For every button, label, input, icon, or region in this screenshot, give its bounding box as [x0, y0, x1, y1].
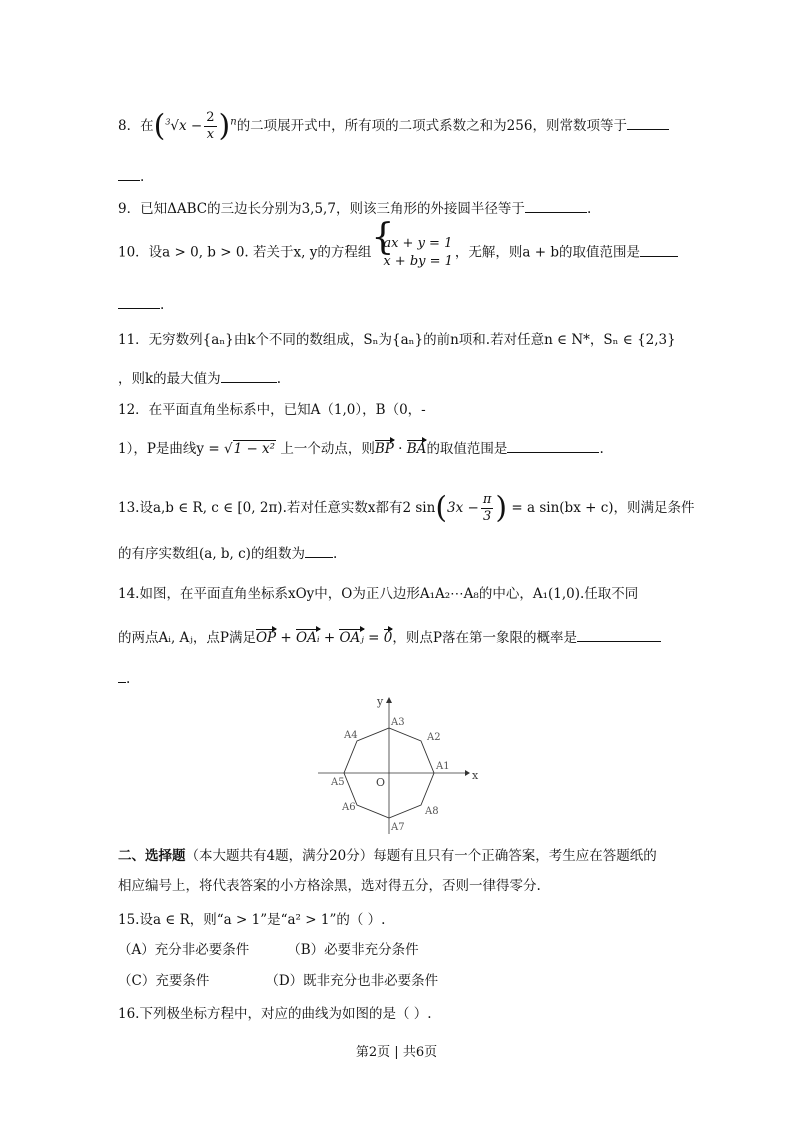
question-13: 13.设a,b ∈ R, c ∈ [0, 2π).若对任意实数x都有2 sin(3x − $\frac{\pi}{3}$ ) = a sin(bx + c)，则满足条件 [118, 490, 695, 526]
question-14-cont2: . [118, 668, 130, 689]
q8-number: 8．在 [118, 118, 154, 134]
q13-answer-blank[interactable] [305, 543, 333, 558]
question-11 [118, 330, 676, 350]
q15-option-c[interactable]: （C）充要条件 [118, 973, 210, 989]
question-10 [118, 235, 678, 271]
vertex-label-a6: A6 [342, 802, 356, 813]
q14-vector-oaj: OAⱼ [339, 630, 364, 646]
question-11-cont: ，则k的最大值为 . [118, 368, 281, 389]
question-14-cont: 的两点Aᵢ, Aⱼ，点P满足OP + OAᵢ + OAⱼ = 0，则点P落在第一象限的概率是 [118, 627, 661, 648]
vertex-label-a1: A1 [436, 761, 450, 772]
q13-text-2: 的有序实数组(a, b, c)的组数为 [118, 546, 305, 562]
question-14 [118, 584, 638, 604]
q8-answer-blank-2[interactable] [118, 166, 140, 181]
section-2-header-cont [118, 876, 541, 896]
q14-vector-oai: OAᵢ [296, 630, 320, 646]
y-axis-label: y [377, 695, 384, 708]
q14-text-2a: 的两点Aᵢ, Aⱼ，点P满足 [118, 630, 256, 646]
q13-text: 13.设a,b ∈ R, c ∈ [0, 2π).若对任意实数x都有2 sin [118, 500, 436, 516]
q10-text: 10．设a > 0, b > 0. 若关于x, y的方程组 [118, 244, 372, 261]
octagon-figure [310, 692, 485, 842]
q12-vector-ba: BA [406, 441, 427, 457]
vertex-label-a4: A4 [344, 730, 358, 741]
q8-cbrt: $^3$√x − [165, 117, 203, 134]
q11-text-2: ，则k的最大值为 [118, 371, 221, 387]
question-8-cont: . [118, 166, 144, 187]
section-2-text: （本大题共有4题，满分20分）每题有且只有一个正确答案，考生应在答题纸的 [185, 848, 657, 864]
q15-option-a[interactable]: （A）充分非必要条件 [118, 942, 250, 958]
q10-answer-blank-2[interactable] [118, 294, 160, 309]
vertex-label-a3: A3 [391, 717, 405, 728]
q11-answer-blank[interactable] [221, 368, 277, 383]
q12-text: 12．在平面直角坐标系中，已知A（1,0），B（0，- [118, 402, 426, 418]
question-10-cont: . [118, 294, 164, 315]
q11-text: 11．无穷数列{aₙ}由k个不同的数组成，Sₙ为{aₙ}的前n项和.若对任意n ∈ N*，Sₙ ∈ {2,3} [118, 332, 676, 348]
q12-vector-bp: BP [374, 441, 394, 457]
q14-text: 14.如图，在平面直角坐标系xOy中，O为正八边形A₁A₂⋯A₈的中心，A₁(1,0).任取不同 [118, 586, 639, 602]
question-9: 9．已知ΔABC的三边长分别为3,5,7，则该三角形的外接圆半径等于 . [118, 198, 591, 219]
q8-answer-blank[interactable] [627, 115, 669, 130]
q10-answer-blank[interactable] [640, 242, 678, 257]
q13-text-b: = a sin(bx + c)，则满足条件 [507, 500, 695, 516]
page-footer: 第2页 | 共6页 [355, 1045, 438, 1060]
q14-answer-blank-2[interactable] [118, 668, 126, 683]
q15-option-d[interactable]: （D）既非充分也非必要条件 [265, 973, 439, 989]
q8-fraction: $\frac{2}{x}$ [206, 110, 215, 142]
section-2-title: 二、选择题 [118, 848, 186, 864]
q15-options-row-2 [118, 971, 438, 991]
origin-label: O [376, 776, 386, 789]
q9-answer-blank[interactable] [525, 198, 587, 213]
vertex-label-a5: A5 [331, 777, 345, 788]
q9-text: 9．已知ΔABC的三边长分别为3,5,7，则该三角形的外接圆半径等于 [118, 201, 525, 217]
q15-option-b[interactable]: （B）必要非充分条件 [287, 942, 419, 958]
section-2-header [118, 846, 657, 866]
vertex-label-a2: A2 [427, 732, 441, 743]
question-13-cont: 的有序实数组(a, b, c)的组数为 . [118, 543, 337, 564]
question-12-cont: 1），P是曲线y = √1 − x² 上一个动点，则BP · BA的取值范围是 . [118, 438, 604, 459]
q14-answer-blank[interactable] [577, 627, 661, 642]
q14-vector-op: OP [255, 630, 277, 646]
question-16 [118, 1004, 432, 1024]
q16-text: 16.下列极坐标方程中，对应的曲线为如图的是（ ）. [118, 1006, 432, 1022]
q10-system: { ax + y = 1 x + by = 1 [373, 235, 453, 271]
q12-sqrt: 1 − x² [233, 441, 276, 457]
q12-answer-blank[interactable] [507, 438, 599, 453]
q13-fraction: $\frac{\pi}{3}$ [482, 492, 492, 524]
q12-text-2a: 1），P是曲线y = [118, 441, 224, 457]
q15-options-row-1 [118, 940, 419, 960]
q8-text: 的二项展开式中，所有项的二项式系数之和为256，则常数项等于 [236, 118, 627, 134]
question-12 [118, 400, 426, 420]
question-8: 8．在($^3$√x − $\frac{2}{x}$ )$^n$的二项展开式中，所有项的二项式系数之和为256，则常数项等于 [118, 110, 669, 143]
section-2-text-2: 相应编号上，将代表答案的小方格涂黑，选对得五分，否则一律得零分. [118, 878, 541, 894]
vertex-label-a8: A8 [425, 806, 439, 817]
x-axis-label: x [472, 769, 479, 782]
question-15 [118, 910, 385, 930]
q15-text: 15.设a ∈ R，则“a > 1”是“a² > 1”的（ ）. [118, 912, 386, 928]
q10-text-b: ，无解，则a + b的取值范围是 [454, 244, 641, 261]
vertex-label-a7: A7 [391, 822, 405, 833]
